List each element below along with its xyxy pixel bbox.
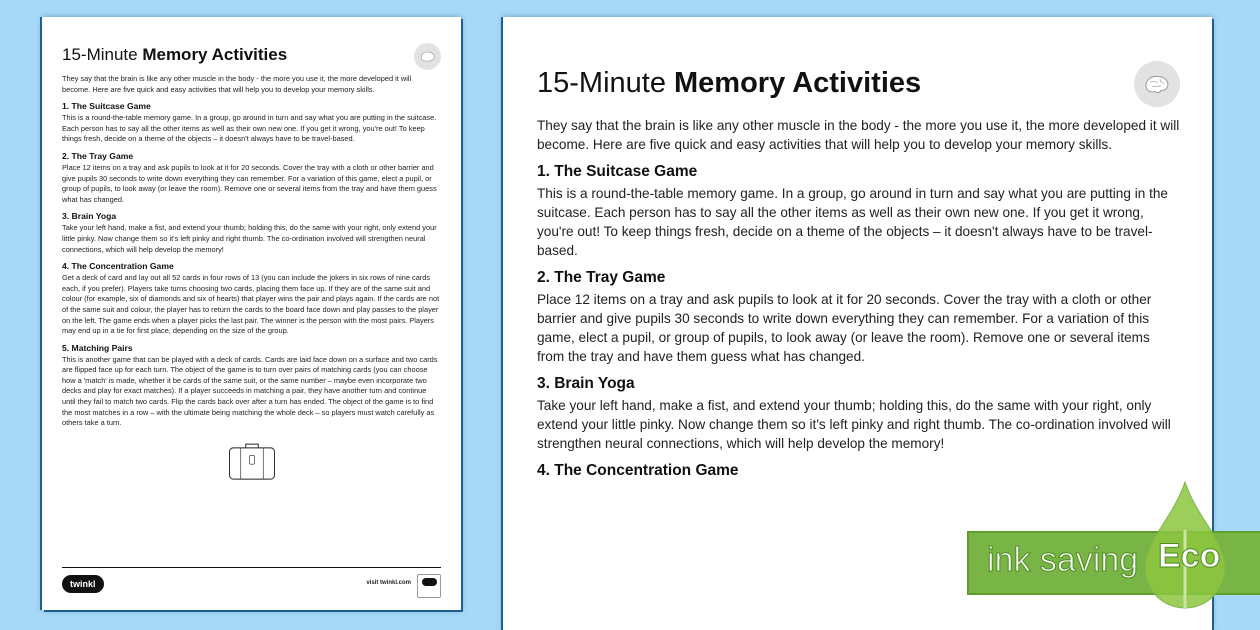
title-light: 15-Minute: [537, 67, 675, 99]
section-heading: 2. The Tray Game: [62, 150, 134, 161]
brain-icon: [1134, 61, 1180, 107]
section-heading: 4. The Concentration Game: [537, 462, 739, 479]
section-heading: 1. The Suitcase Game: [62, 101, 151, 112]
section-body: Get a deck of card and lay out all 52 cards in four rows of 13 (you can include the jokers in six rows of nine cards each, if you prefer). Players take turns choosing two cards, placing them face up. If they are of the same suit and colour (for example, six of diamonds and six of hearts) that player wins the pair and plays again. If the cards are not of the same suit and colour, the player has to return the cards to the board face down and play passes to the player on the left. The game ends when a player picks the last pair. The winner is the person with the most pairs. Players may end up in a tie for first place, depending on the size of the group.: [62, 273, 440, 336]
title-bold: Memory Activities: [674, 67, 922, 99]
intro-text: They say that the brain is like any other muscle in the body - the more you use it, the more developed it will become. Here are five quick and easy activities that will help you to develop your memory skills.: [62, 74, 412, 94]
title-light: 15-Minute: [62, 45, 143, 64]
thumbnail-page: [42, 17, 461, 610]
section-body: This is a round-the-table memory game. In a group, go around in turn and say what you are putting in the suitcase. Each person has to say all the other items as well as their own new one. If you get it wrong, you're out! To keep things fresh, decide on a theme of the objects – it doesn't always have to be travel-based.: [537, 186, 1168, 258]
brain-icon: [414, 43, 441, 70]
page-title: [62, 45, 441, 65]
section-heading: 4. The Concentration Game: [62, 261, 174, 272]
section-body: This is a round-the-table memory game. In a group, go around in turn and say what you are putting in the suitcase. Each person has to say all the other items as well as their own new one. If you get it wrong, you're out! To keep things fresh, decide on a theme of the objects – it doesn't always have to be travel-based.: [62, 113, 437, 144]
section-heading: 3. Brain Yoga: [537, 375, 635, 392]
suitcase-icon: [227, 439, 277, 483]
section-body: This is another game that can be played with a deck of cards. Cards are laid face down on a surface and two cards are flipped face up for each turn. The object of the game is to turn over pairs of matching cards (you can choose how a 'match' is made, whether it be cards of the same suit, or the same number – maybe even incorporate two decks and play for exact matches). If a player succeeds in matching a pair, they have another turn and continue until they fail to match two cards. Flip the cards back over after a turn has ended. The object of the game is to find the most matches in a row – with the ultimate being matching the whole deck – so players must watch carefully as others take a turn.: [62, 354, 438, 428]
section-body: Take your left hand, make a fist, and extend your thumb; holding this, do the same with your right, only extend your little pinky. Now change them so it's left pinky and right thumb. The co-ordination involved will strengthen neural connections, which will help develop the memory!: [537, 398, 1171, 451]
twinkl-logo: twinkl: [62, 575, 104, 593]
worksheet-footer: [62, 567, 441, 602]
section-heading: 1. The Suitcase Game: [537, 163, 698, 180]
intro-text: They say that the brain is like any other muscle in the body - the more you use it, the more developed it will become. Here are five quick and easy activities that will help you to develop your memory skills.: [537, 118, 1180, 152]
eco-label: Eco: [1158, 537, 1221, 575]
title-bold: Memory Activities: [142, 45, 288, 64]
ink-saving-label: ink saving: [987, 541, 1139, 579]
page-title: [537, 67, 1180, 100]
section-heading: 2. The Tray Game: [537, 269, 666, 286]
section-body: Take your left hand, make a fist, and extend your thumb; holding this, do the same with your right, only extend your little pinky. Now change them so it's left pinky and right thumb. The co-ordination involved will strengthen neural connections, which will help develop the memory!: [62, 223, 437, 254]
section-body: Place 12 items on a tray and ask pupils to look at it for 20 seconds. Cover the tray with a cloth or other barrier and give pupils 30 seconds to write down everything they can remember. For a variation of this game, elect a pupil, or group of pupils, to look away (or leave the room). Remove one or several items from the tray and have them guess what has changed.: [537, 292, 1152, 364]
section-heading: 3. Brain Yoga: [62, 211, 117, 222]
visit-link[interactable]: visit twinkl.com: [366, 580, 411, 586]
section-body: Place 12 items on a tray and ask pupils to look at it for 20 seconds. Cover the tray with a cloth or other barrier and give pupils 30 seconds to write down everything they can remember. For a variation of this game, elect a pupil, or group of pupils, to look away (or leave the room). Remove one or several items from the tray and have them guess what has changed.: [62, 162, 437, 204]
quality-badge-icon: [417, 574, 441, 598]
section-heading: 5. Matching Pairs: [62, 342, 133, 353]
